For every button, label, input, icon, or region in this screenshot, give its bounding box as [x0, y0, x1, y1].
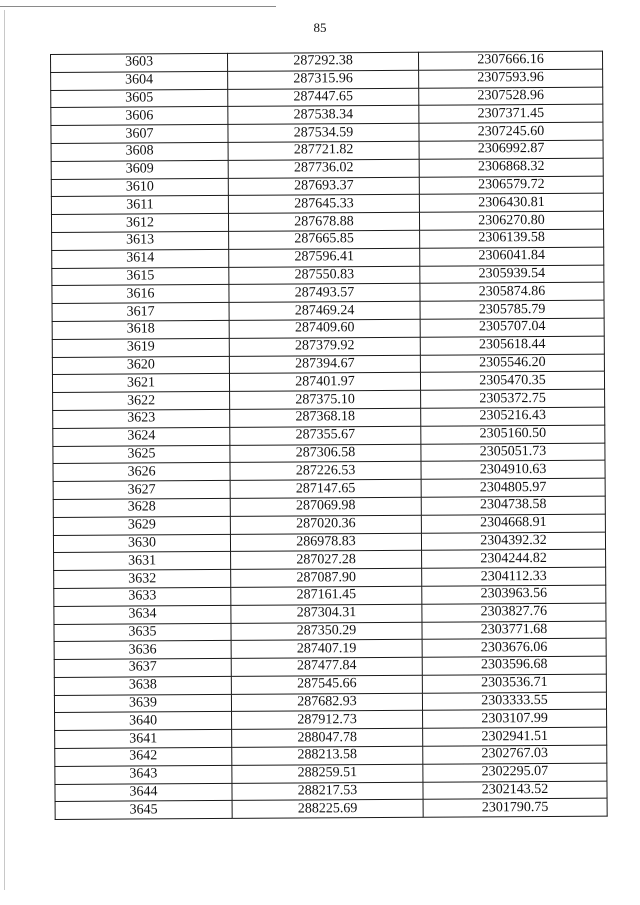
table-row [55, 799, 607, 820]
y-coordinate-cell: 2303676.06 [422, 638, 606, 657]
y-coordinate-cell: 2304805.97 [421, 478, 605, 497]
point-number-cell: 3645 [55, 801, 232, 820]
x-coordinate-cell: 287226.53 [230, 462, 421, 481]
page-number: 85 [313, 20, 327, 35]
y-coordinate-cell: 2306579.72 [419, 176, 603, 195]
x-coordinate-cell: 287368.18 [230, 408, 421, 427]
x-coordinate-cell: 287693.37 [228, 177, 419, 196]
x-coordinate-cell: 287596.41 [229, 248, 420, 267]
y-coordinate-cell: 2305618.44 [420, 336, 604, 355]
x-coordinate-cell: 287379.92 [229, 337, 420, 356]
x-coordinate-cell: 287087.90 [231, 568, 422, 587]
y-coordinate-cell: 2305874.86 [420, 282, 604, 301]
point-number-cell: 3620 [52, 356, 229, 375]
x-coordinate-cell: 287736.02 [228, 159, 419, 178]
x-coordinate-cell: 287538.34 [228, 106, 419, 125]
x-coordinate-cell: 287407.19 [231, 640, 422, 659]
x-coordinate-cell: 288047.78 [232, 729, 423, 748]
point-number-cell: 3611 [51, 196, 228, 215]
x-coordinate-cell: 287678.88 [228, 212, 419, 231]
y-coordinate-cell: 2305470.35 [420, 371, 604, 390]
point-number-cell: 3629 [53, 516, 230, 535]
x-coordinate-cell: 287645.33 [228, 195, 419, 214]
y-coordinate-cell: 2306041.84 [420, 247, 604, 266]
y-coordinate-cell: 2303107.99 [423, 710, 607, 729]
point-number-cell: 3621 [52, 374, 229, 393]
point-number-cell: 3617 [52, 303, 229, 322]
x-coordinate-cell: 287394.67 [229, 355, 420, 374]
point-number-cell: 3624 [53, 427, 230, 446]
y-coordinate-cell: 2305372.75 [421, 389, 605, 408]
y-coordinate-cell: 2306868.32 [419, 158, 603, 177]
x-coordinate-cell: 287550.83 [229, 266, 420, 285]
y-coordinate-cell: 2305785.79 [420, 300, 604, 319]
x-coordinate-cell: 287292.38 [227, 52, 418, 71]
point-number-cell: 3615 [52, 267, 229, 286]
x-coordinate-cell: 287721.82 [228, 141, 419, 160]
point-number-cell: 3628 [53, 498, 230, 517]
point-number-cell: 3631 [54, 552, 231, 571]
y-coordinate-cell: 2305707.04 [420, 318, 604, 337]
point-number-cell: 3623 [53, 409, 230, 428]
y-coordinate-cell: 2306270.80 [419, 211, 603, 230]
point-number-cell: 3609 [51, 160, 228, 179]
x-coordinate-cell: 287401.97 [229, 373, 420, 392]
point-number-cell: 3635 [54, 623, 231, 642]
x-coordinate-cell: 287315.96 [228, 70, 419, 89]
x-coordinate-cell: 287534.59 [228, 123, 419, 142]
point-number-cell: 3630 [53, 534, 230, 553]
y-coordinate-cell: 2307245.60 [419, 122, 603, 141]
point-number-cell: 3605 [51, 89, 228, 108]
point-number-cell: 3639 [54, 694, 231, 713]
y-coordinate-cell: 2307528.96 [419, 87, 603, 106]
y-coordinate-cell: 2303536.71 [422, 674, 606, 693]
y-coordinate-cell: 2306139.58 [420, 229, 604, 248]
y-coordinate-cell: 2302295.07 [423, 763, 607, 782]
scan-edge-left [4, 10, 5, 890]
point-number-cell: 3613 [52, 231, 229, 250]
x-coordinate-cell: 288259.51 [232, 764, 423, 783]
y-coordinate-cell: 2303333.55 [422, 692, 606, 711]
point-number-cell: 3625 [53, 445, 230, 464]
x-coordinate-cell: 287477.84 [231, 657, 422, 676]
x-coordinate-cell: 287306.58 [230, 444, 421, 463]
y-coordinate-cell: 2307593.96 [419, 69, 603, 88]
y-coordinate-cell: 2306992.87 [419, 140, 603, 159]
y-coordinate-cell: 2302767.03 [423, 745, 607, 764]
x-coordinate-cell: 287545.66 [231, 675, 422, 694]
point-number-cell: 3616 [52, 285, 229, 304]
point-number-cell: 3637 [54, 658, 231, 677]
y-coordinate-cell: 2304244.82 [422, 549, 606, 568]
point-number-cell: 3638 [54, 676, 231, 695]
point-number-cell: 3610 [51, 178, 228, 197]
point-number-cell: 3603 [51, 53, 228, 72]
point-number-cell: 3633 [54, 587, 231, 606]
y-coordinate-cell: 2304112.33 [422, 567, 606, 586]
y-coordinate-cell: 2304668.91 [421, 514, 605, 533]
x-coordinate-cell: 286978.83 [230, 533, 421, 552]
y-coordinate-cell: 2301790.75 [423, 799, 607, 818]
y-coordinate-cell: 2303827.76 [422, 603, 606, 622]
x-coordinate-cell: 287161.45 [231, 586, 422, 605]
y-coordinate-cell: 2303771.68 [422, 621, 606, 640]
coordinate-table-body [51, 51, 608, 820]
y-coordinate-cell: 2302143.52 [423, 781, 607, 800]
point-number-cell: 3641 [55, 730, 232, 749]
y-coordinate-cell: 2305160.50 [421, 425, 605, 444]
y-coordinate-cell: 2305051.73 [421, 443, 605, 462]
y-coordinate-cell: 2305939.54 [420, 265, 604, 284]
y-coordinate-cell: 2306430.81 [419, 193, 603, 212]
point-number-cell: 3612 [51, 214, 228, 233]
x-coordinate-cell: 287375.10 [230, 390, 421, 409]
x-coordinate-cell: 288213.58 [232, 746, 423, 765]
y-coordinate-cell: 2305216.43 [421, 407, 605, 426]
y-coordinate-cell: 2307371.45 [419, 105, 603, 124]
point-number-cell: 3640 [55, 712, 232, 731]
point-number-cell: 3619 [52, 338, 229, 357]
point-number-cell: 3634 [54, 605, 231, 624]
y-coordinate-cell: 2302941.51 [423, 727, 607, 746]
y-coordinate-cell: 2304738.58 [421, 496, 605, 515]
point-number-cell: 3614 [52, 249, 229, 268]
point-number-cell: 3643 [55, 765, 232, 784]
y-coordinate-cell: 2303596.68 [422, 656, 606, 675]
point-number-cell: 3626 [53, 463, 230, 482]
x-coordinate-cell: 287682.93 [231, 693, 422, 712]
point-number-cell: 3627 [53, 481, 230, 500]
point-number-cell: 3636 [54, 641, 231, 660]
coordinate-table [50, 51, 608, 821]
x-coordinate-cell: 287027.28 [231, 551, 422, 570]
point-number-cell: 3606 [51, 107, 228, 126]
x-coordinate-cell: 288225.69 [232, 800, 423, 819]
point-number-cell: 3607 [51, 125, 228, 144]
x-coordinate-cell: 287147.65 [230, 479, 421, 498]
x-coordinate-cell: 287350.29 [231, 622, 422, 641]
point-number-cell: 3608 [51, 142, 228, 161]
y-coordinate-cell: 2303963.56 [422, 585, 606, 604]
y-coordinate-cell: 2305546.20 [420, 354, 604, 373]
point-number-cell: 3632 [54, 570, 231, 589]
point-number-cell: 3604 [51, 71, 228, 90]
y-coordinate-cell: 2307666.16 [418, 51, 602, 70]
point-number-cell: 3644 [55, 783, 232, 802]
x-coordinate-cell: 287069.98 [230, 497, 421, 516]
x-coordinate-cell: 287355.67 [230, 426, 421, 445]
coordinate-sheet [50, 51, 607, 821]
point-number-cell: 3642 [55, 747, 232, 766]
y-coordinate-cell: 2304910.63 [421, 460, 605, 479]
x-coordinate-cell: 287020.36 [230, 515, 421, 534]
x-coordinate-cell: 287912.73 [232, 711, 423, 730]
x-coordinate-cell: 287409.60 [229, 319, 420, 338]
scan-edge-top [0, 6, 276, 7]
x-coordinate-cell: 287447.65 [228, 88, 419, 107]
x-coordinate-cell: 287665.85 [229, 230, 420, 249]
point-number-cell: 3618 [52, 320, 229, 339]
point-number-cell: 3622 [53, 392, 230, 411]
y-coordinate-cell: 2304392.32 [421, 532, 605, 551]
x-coordinate-cell: 287469.24 [229, 301, 420, 320]
x-coordinate-cell: 287493.57 [229, 284, 420, 303]
x-coordinate-cell: 288217.53 [232, 782, 423, 801]
x-coordinate-cell: 287304.31 [231, 604, 422, 623]
